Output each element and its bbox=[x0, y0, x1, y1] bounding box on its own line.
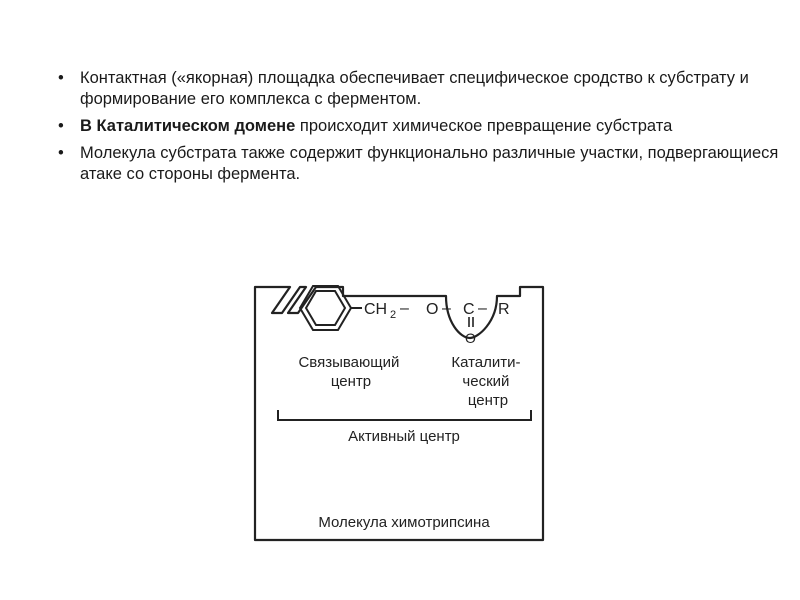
formula-oxygen: O bbox=[426, 301, 439, 318]
bullet-dot-icon: • bbox=[58, 144, 64, 162]
bullet-2-text: происходит химическое превращение субстрата bbox=[295, 117, 673, 135]
bullet-dot-icon: • bbox=[58, 69, 64, 87]
formula-r-group: R bbox=[498, 301, 510, 318]
bullet-1-text: Контактная («якорная) площадка обеспечивает специфическое сродство к субстрату и формирование его комплекса с ферментом. bbox=[80, 69, 749, 108]
molecule-label: Молекула химотрипсина bbox=[318, 514, 490, 531]
formula-ch2: CH bbox=[364, 301, 388, 318]
formula-dash-1: – bbox=[400, 300, 409, 317]
catalytic-center-line-3: центр bbox=[467, 392, 509, 409]
formula-dash-2: – bbox=[442, 300, 451, 317]
formula-carbonyl-oxygen: O bbox=[465, 330, 476, 346]
catalytic-center-label bbox=[451, 354, 524, 409]
bullet-dot-icon: • bbox=[58, 117, 64, 135]
bullet-3-text: Молекула субстрата также содержит функционально различные участки, подвергающиеся атаке со стороны фермента. bbox=[80, 144, 779, 183]
binding-center-line-1: Связывающий bbox=[298, 354, 400, 371]
binding-center-line-2: центр bbox=[330, 373, 372, 390]
catalytic-center-line-1: Каталити- bbox=[451, 354, 521, 371]
enzyme-outline bbox=[255, 287, 543, 540]
bullet-2-bold: В Каталитическом домене bbox=[80, 117, 296, 135]
catalytic-center-line-2: ческий bbox=[462, 373, 510, 390]
active-center-label: Активный центр bbox=[348, 428, 460, 445]
formula-carbon: C bbox=[463, 301, 475, 318]
formula-ch2-subscript: 2 bbox=[390, 309, 397, 321]
formula-dash-3: – bbox=[478, 300, 487, 317]
binding-center-label bbox=[298, 354, 403, 390]
active-center-bracket bbox=[278, 410, 531, 420]
